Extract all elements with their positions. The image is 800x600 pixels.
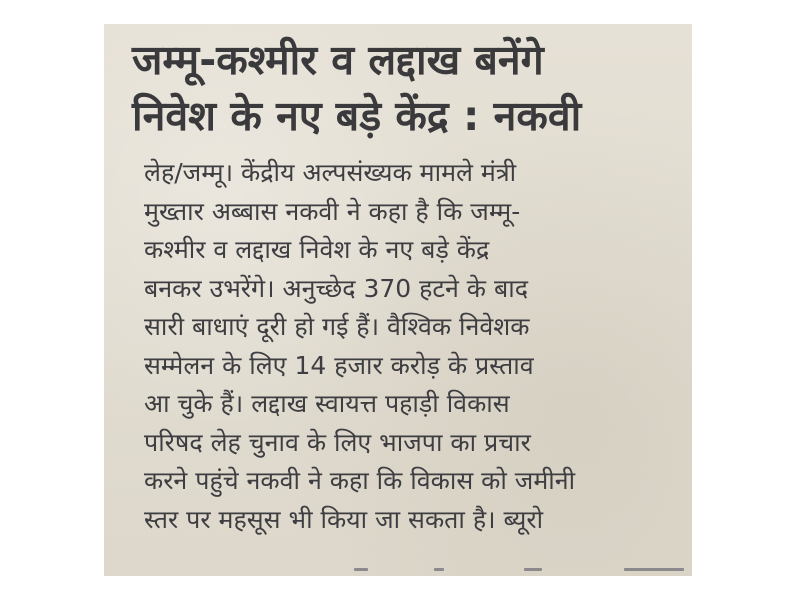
headline <box>132 32 672 144</box>
ink-fragment <box>524 568 542 571</box>
ink-fragment <box>624 568 684 571</box>
body-line: करने पहुंचे नकवी ने कहा कि विकास को जमीनी <box>144 466 576 495</box>
body-line: परिषद लेह चुनाव के लिए भाजपा का प्रचार <box>144 427 531 457</box>
cut-text-fragment <box>104 562 692 576</box>
article-body <box>144 154 684 539</box>
body-line: सम्मेलन के लिए 14 हजार करोड़ के प्रस्ताव <box>144 350 534 380</box>
body-line: सारी बाधाएं दूरी हो गई हैं। वैश्विक निवेशक <box>144 312 530 341</box>
body-line: स्तर पर महसूस भी किया जा सकता है। ब्यूरो <box>144 504 544 534</box>
body-line: लेह/जम्मू। केंद्रीय अल्पसंख्यक मामले मंत्री <box>144 158 517 187</box>
ink-fragment <box>434 568 444 571</box>
newspaper-clipping <box>104 24 692 576</box>
headline-line: निवेश के नए बड़े केंद्र : नकवी <box>132 92 582 140</box>
body-line: बनकर उभरेंगे। अनुच्छेद 370 हटने के बाद <box>144 273 528 303</box>
body-line: मुख्तार अब्बास नकवी ने कहा है कि जम्मू- <box>144 196 521 226</box>
body-line: कश्मीर व लद्दाख निवेश के नए बड़े केंद्र <box>144 235 490 264</box>
headline-line: जम्मू-कश्मीर व लद्दाख बनेंगे <box>132 36 544 84</box>
ink-fragment <box>354 568 368 571</box>
body-line: आ चुके हैं। लद्दाख स्वायत्त पहाड़ी विकास <box>144 389 510 418</box>
